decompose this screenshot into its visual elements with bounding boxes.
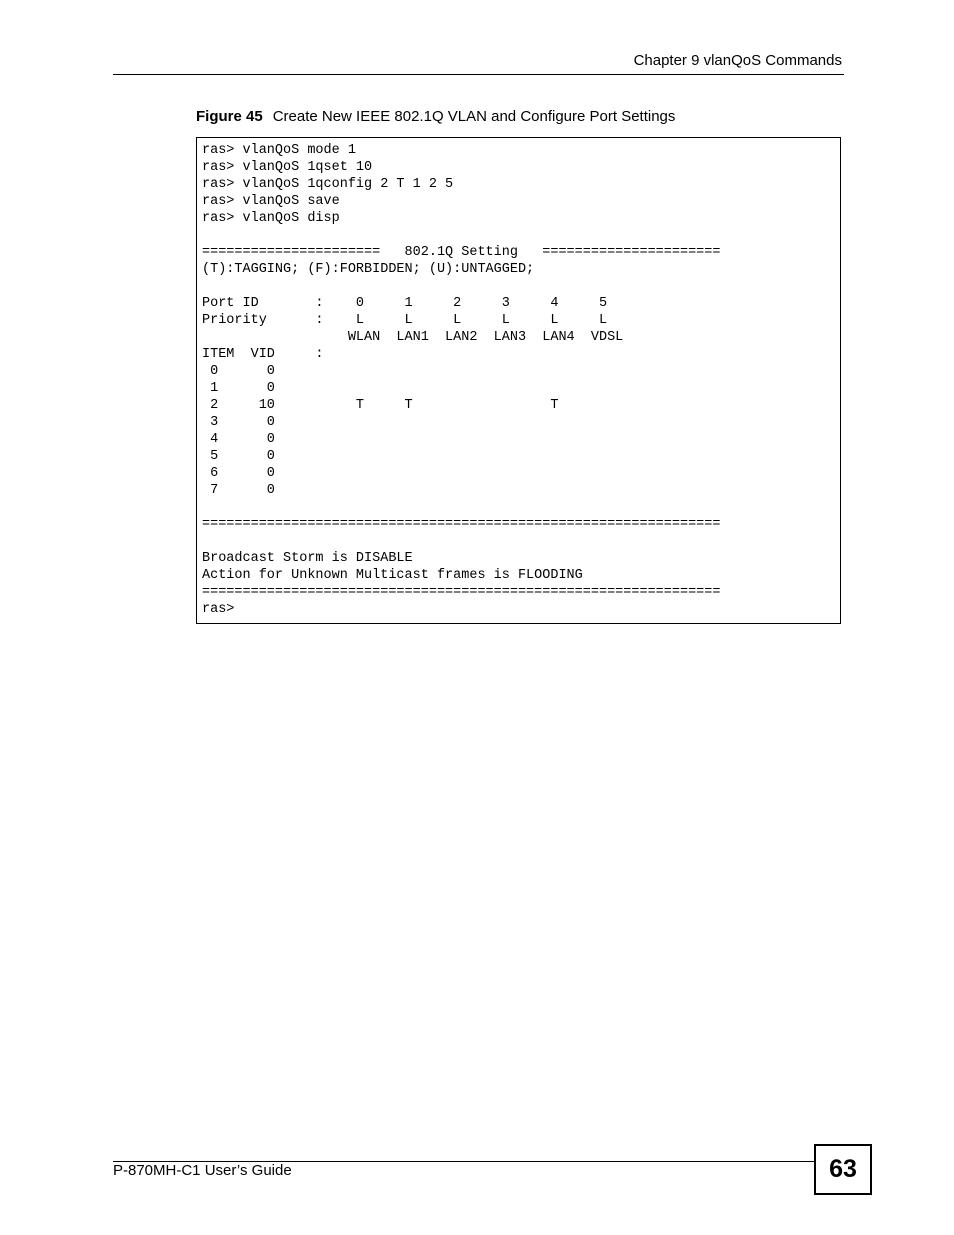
- page-number: 63: [814, 1144, 872, 1195]
- code-line: (T):TAGGING; (F):FORBIDDEN; (U):UNTAGGED;: [202, 262, 535, 277]
- code-line: ras> vlanQoS 1qconfig 2 T 1 2 5: [202, 177, 454, 192]
- code-line: 7 0: [202, 483, 275, 498]
- code-line: 6 0: [202, 466, 275, 481]
- chapter-header: Chapter 9 vlanQoS Commands: [633, 52, 842, 69]
- code-line: 2 10 T T T: [202, 398, 559, 413]
- code-line: ================================================================: [202, 585, 721, 600]
- header-divider: [113, 74, 844, 75]
- code-line: ras>: [202, 602, 235, 617]
- code-line: Action for Unknown Multicast frames is FLOODING: [202, 568, 583, 583]
- code-line: ====================== 802.1Q Setting ======================: [202, 245, 721, 260]
- code-line: 5 0: [202, 449, 275, 464]
- code-line: Priority : L L L L L L: [202, 313, 608, 328]
- figure-caption: [196, 108, 675, 125]
- code-line: WLAN LAN1 LAN2 LAN3 LAN4 VDSL: [202, 330, 624, 345]
- footer-guide-title: P-870MH-C1 User’s Guide: [113, 1162, 292, 1179]
- code-listing-box: [196, 137, 841, 624]
- code-line: 1 0: [202, 381, 275, 396]
- code-line: 3 0: [202, 415, 275, 430]
- code-listing: [197, 138, 840, 618]
- code-line: Broadcast Storm is DISABLE: [202, 551, 413, 566]
- code-line: ================================================================: [202, 517, 721, 532]
- code-line: 0 0: [202, 364, 275, 379]
- figure-label: Figure 45: [196, 108, 263, 125]
- code-line: ras> vlanQoS disp: [202, 211, 340, 226]
- code-line: ras> vlanQoS mode 1: [202, 143, 356, 158]
- code-line: ras> vlanQoS 1qset 10: [202, 160, 373, 175]
- code-line: 4 0: [202, 432, 275, 447]
- figure-title: Create New IEEE 802.1Q VLAN and Configure Port Settings: [272, 108, 676, 125]
- code-line: ras> vlanQoS save: [202, 194, 340, 209]
- code-line: Port ID : 0 1 2 3 4 5: [202, 296, 608, 311]
- code-line: ITEM VID :: [202, 347, 324, 362]
